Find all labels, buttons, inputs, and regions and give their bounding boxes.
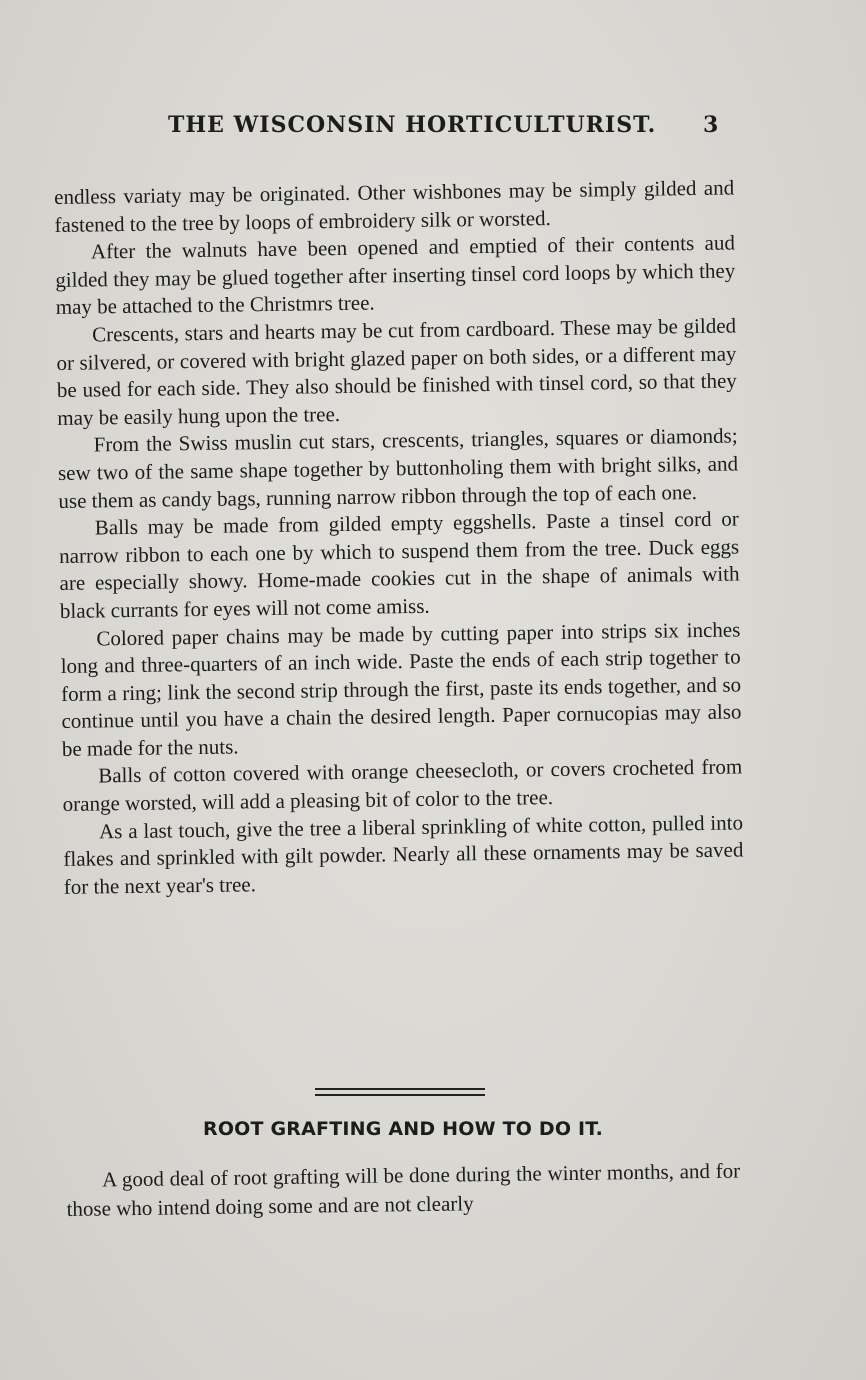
paragraph: Balls of cotton covered with orange cheesecloth, or covers crocheted from orange worsted, will add a pleasing bit of color to the tree. bbox=[62, 754, 743, 817]
section-body bbox=[66, 1157, 741, 1224]
section-heading: ROOT GRAFTING AND HOW TO DO IT. bbox=[203, 1118, 604, 1140]
divider-rule-top bbox=[315, 1088, 485, 1090]
section-divider bbox=[315, 1088, 485, 1100]
paragraph: From the Swiss muslin cut stars, crescents, triangles, squares or diamonds; sew two of the same shape together by buttonholing them with bright silks, and use them as candy bags, running narrow ribbon through the top of each one. bbox=[57, 423, 739, 513]
paragraph: endless variaty may be originated. Other wishbones may be simply gilded and fastened to the tree by loops of embroidery silk or worsted. bbox=[54, 175, 735, 237]
page-number: 3 bbox=[703, 112, 719, 138]
paragraph: Colored paper chains may be made by cutting paper into strips six inches long and three-quarters of an inch wide. Paste the ends of each strip together to form a ring; link the second strip through the first, paste its ends together, and so continue until you have a chain the desired length. Paper cornucopias may also be made for the nuts. bbox=[60, 616, 742, 761]
paragraph: Balls may be made from gilded empty eggshells. Paste a tinsel cord or narrow ribbon to each one by which to suspend them from the tree. Duck eggs are especially showy. Home-made cookies cut in the shape of animals with black currants for eyes will not come amiss. bbox=[59, 506, 740, 623]
running-head: THE WISCONSIN HORTICULTURIST. bbox=[168, 112, 657, 138]
paragraph: Crescents, stars and hearts may be cut from cardboard. These may be gilded or silvered, or covered with bright glazed paper on both sides, or a different may be used for each side. They also should be finished with tinsel cord, so that they may be easily hung upon the tree. bbox=[56, 313, 737, 430]
paragraph: A good deal of root grafting will be done during the winter months, and for those who intend doing some and are not clearly bbox=[66, 1158, 741, 1221]
paragraph: As a last touch, give the tree a liberal sprinkling of white cotton, pulled into flakes and sprinkled with gilt powder. Nearly all these ornaments may be saved for the next year's tree. bbox=[63, 810, 744, 899]
paragraph: After the walnuts have been opened and emptied of their contents aud gilded they may be glued together after inserting tinsel cord loops by which they may be attached to the Christmrs tree. bbox=[55, 230, 736, 320]
divider-rule-bottom bbox=[315, 1094, 485, 1096]
article-body bbox=[54, 175, 744, 902]
